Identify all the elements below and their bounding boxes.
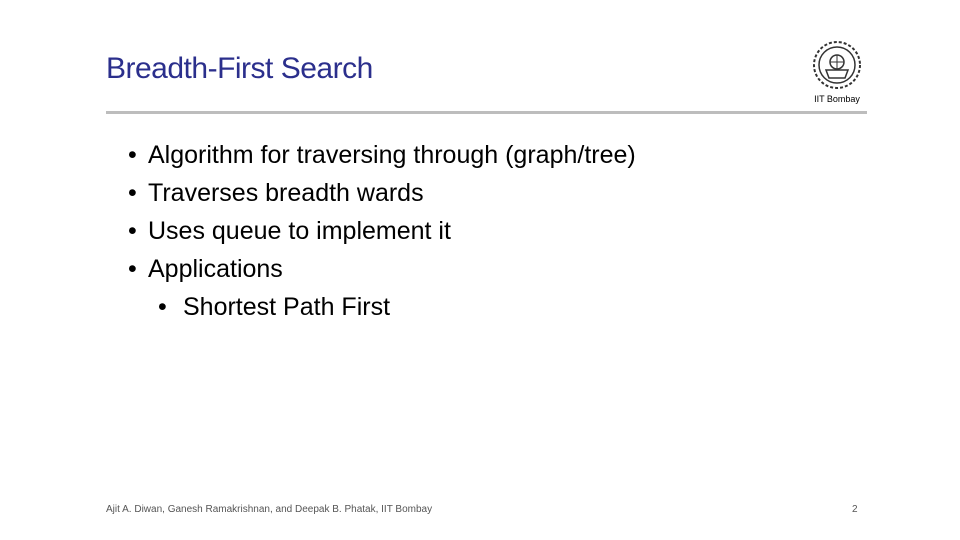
bullet-text: Algorithm for traversing through (graph/tree) [148,141,636,169]
footer-credits: Ajit A. Diwan, Ganesh Ramakrishnan, and Deepak B. Phatak, IIT Bombay [106,504,433,515]
slide-title: Breadth-First Search [106,52,373,85]
bullet-text: Traverses breadth wards [148,179,424,207]
bullet-marker: • [128,255,137,283]
page-number: 2 [852,504,858,515]
bullet-marker: • [128,217,137,245]
sub-bullet-marker: • [158,293,167,321]
bullet-marker: • [128,179,137,207]
bullet-marker: • [128,141,137,169]
logo-caption: IIT Bombay [814,94,860,104]
title-divider [106,111,867,114]
bullet-text: Applications [148,255,283,283]
sub-bullet-text: Shortest Path First [183,293,391,321]
iit-bombay-emblem-icon [812,40,862,90]
bullet-text: Uses queue to implement it [148,217,451,245]
